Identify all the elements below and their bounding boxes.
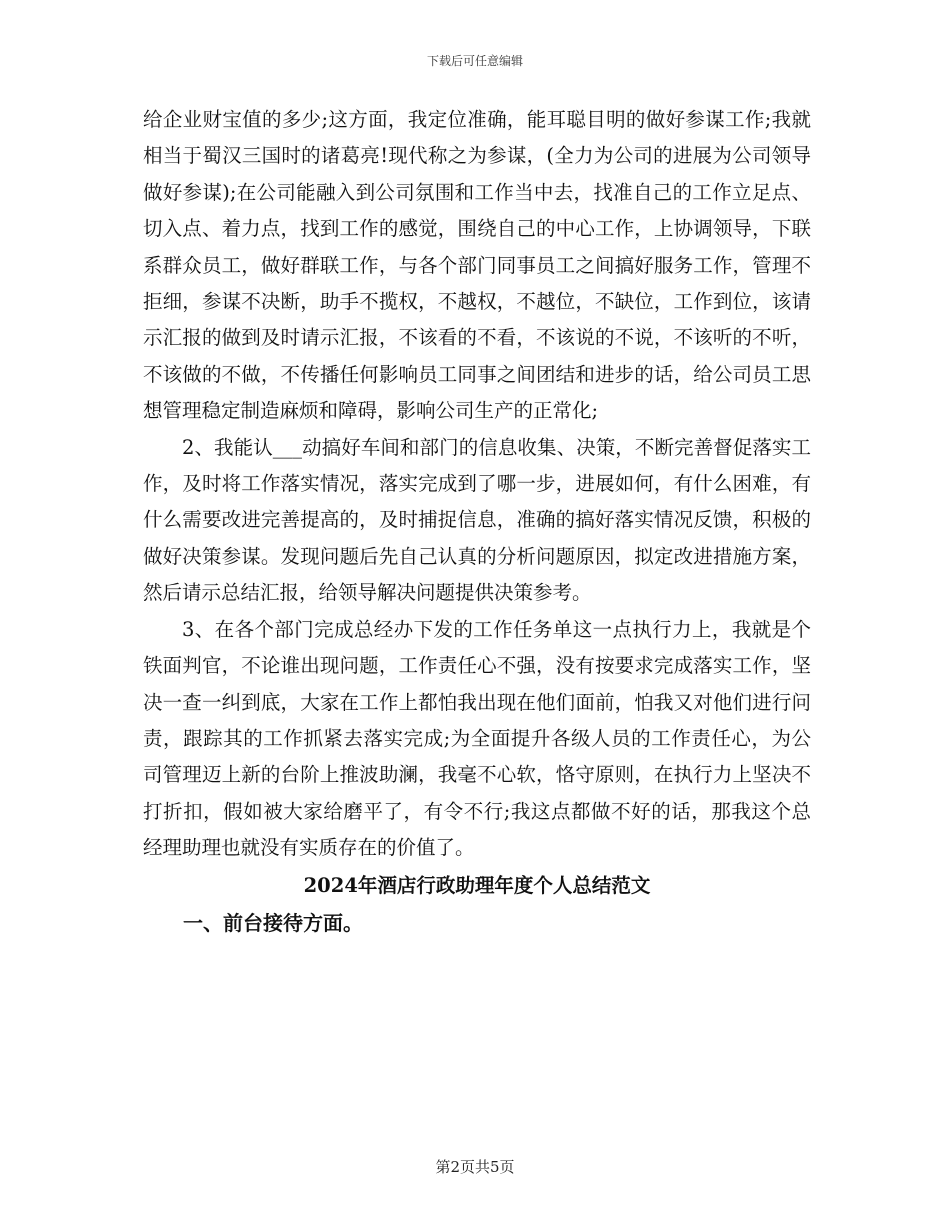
page-header: 下载后可任意编辑	[426, 54, 523, 68]
paragraph-1: 给企业财宝值的多少;这方面，我定位准确，能耳聪目明的做好参谋工作;我就相当于蜀汉三国时的诸葛亮!现代称之为参谋，(全力为公司的进展为公司领导做好参谋);在公司能融入到公司氛围和工作当中去，找准自己的工作立足点、切入点、着力点，找到工作的感觉，围绕自己的中心工作，上协调领导，下联系群众员工，做好群联工作，与各个部门同事员工之间搞好服务工作，管理不拒细，参谋不决断，助手不揽权，不越权，不越位，不缺位，工作到位，该请示汇报的做到及时请示汇报，不该看的不看，不该说的不说，不该听的不听，不该做的不做，不传播任何影响员工同事之间团结和进步的话，给公司员工思想管理稳定制造麻烦和障碍，影响公司生产的正常化;	[143, 108, 811, 423]
section-subheading: 一、前台接待方面。	[183, 910, 363, 935]
page-footer: 第2页共5页	[435, 1158, 515, 1176]
paragraph-3: 3、在各个部门完成总经办下发的工作任务单这一点执行力上，我就是个铁面判官，不论谁出现问题，工作责任心不强，没有按要求完成落实工作，坚决一查一纠到底，大家在工作上都怕我出现在他们面前，怕我又对他们进行问责，跟踪其的工作抓紧去落实完成;为全面提升各级人员的工作责任心，为公司管理迈上新的台阶上推波助澜，我毫不心软，恪守原则，在执行力上坚决不打折扣，假如被大家给磨平了，有令不行;我这点都做不好的话，那我这个总经理助理也就没有实质存在的价值了。	[143, 617, 811, 860]
section-title: 2024年酒店行政助理年度个人总结范文	[303, 873, 651, 897]
document-body	[143, 102, 811, 941]
paragraph-2: 2、我能认___动搞好车间和部门的信息收集、决策，不断完善督促落实工作，及时将工作落实情况，落实完成到了哪一步，进展如何，有什么困难，有什么需要改进完善提高的，及时捕捉信息，准确的搞好落实情况反馈，积极的做好决策参谋。发现问题后先自己认真的分析问题原因，拟定改进措施方案，然后请示总结汇报，给领导解决问题提供决策参考。	[143, 435, 811, 605]
